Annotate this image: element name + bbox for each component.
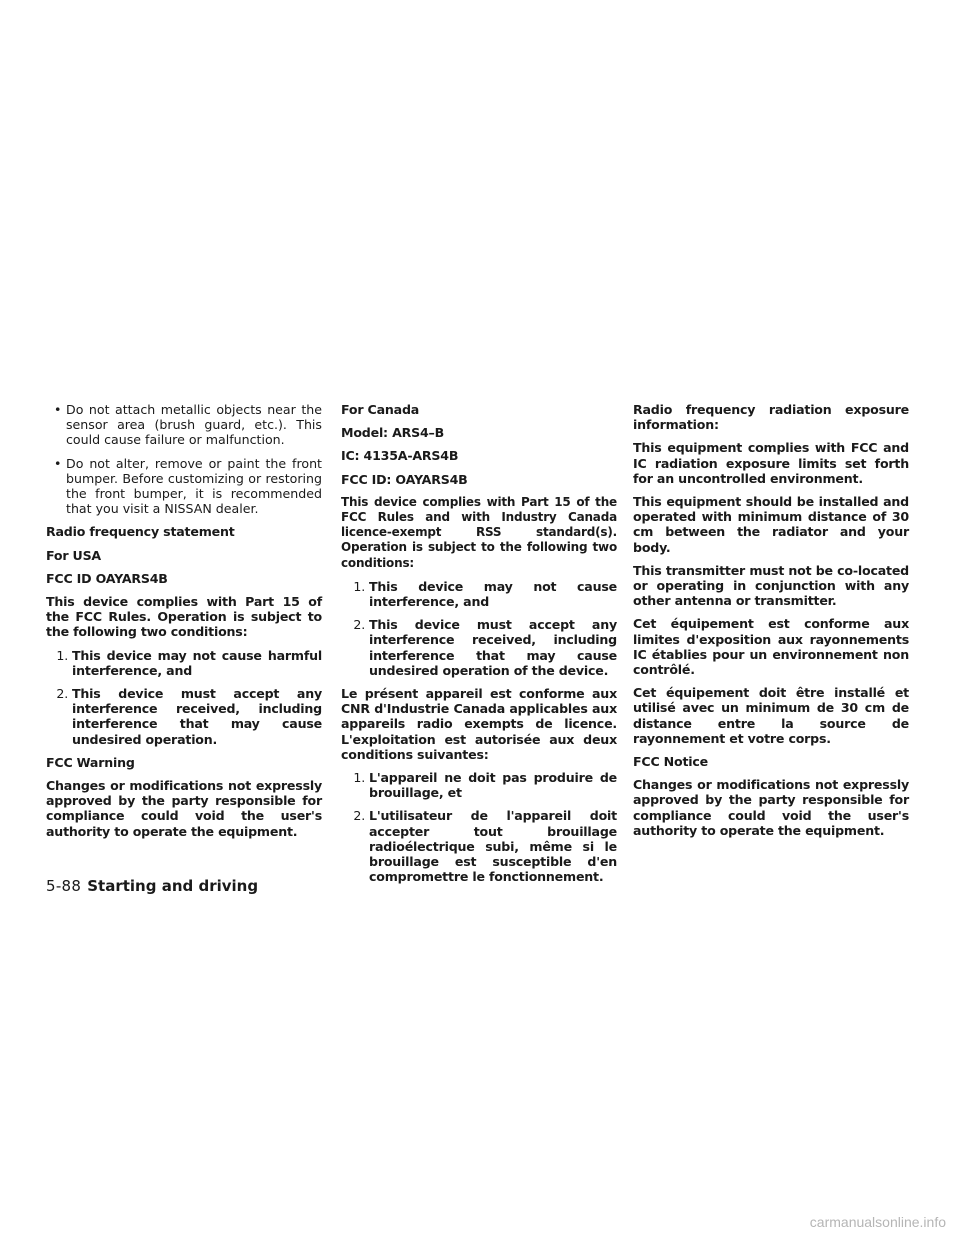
heading-for-canada: For Canada	[341, 402, 420, 417]
column-left	[46, 402, 322, 847]
column-middle	[341, 402, 617, 892]
canada-condition-2: 2. This device must accept any interference received, including interference that may cause undesired operation of the device.	[353, 617, 617, 678]
usa-condition-2: 2. This device must accept any interference received, including interference that may cause undesired operation.	[56, 686, 322, 747]
french-condition-2: 2. L'utilisateur de l'appareil doit accepter tout brouillage radioélectrique subi, même si le brouillage est susceptible d'en compromettre le fonctionnement.	[353, 808, 617, 885]
usa-condition-1: 1. This device may not cause harmful interference, and	[56, 647, 322, 678]
heading-fcc-notice: FCC Notice	[633, 754, 709, 770]
fcc-id-canada: FCC ID: OAYARS4B	[341, 471, 468, 487]
page-footer	[46, 877, 258, 895]
fcc-notice-text: Changes or modifications not expressly approved by the party responsible for compliance could void the user's authority to operate the equipment.	[633, 777, 909, 838]
page-number: 5-88	[46, 877, 82, 895]
fcc-warning-text: Changes or modifications not expressly approved by the party responsible for compliance could void the user's authority to operate the equipment.	[46, 778, 322, 839]
bullet-metallic-objects: • Do not attach metallic objects near the sensor area (brush guard, etc.). This could cause failure or malfunction.	[54, 402, 322, 448]
bullet-front-bumper: • Do not alter, remove or paint the front bumper. Before customizing or restoring the front bumper, it is recommended that you visit a NISSAN dealer.	[54, 455, 322, 517]
canada-compliance-statement: This device complies with Part 15 of the FCC Rules and with Industry Canada licence-exempt RSS standard(s). Operation is subject to the following two conditions:	[341, 494, 617, 570]
watermark: carmanualsonline.info	[809, 1214, 946, 1230]
french-minimum-distance-text: Cet équipement doit être installé et utilisé avec un minimum de 30 cm de distance entre la source de rayonnement et votre corps.	[633, 685, 909, 746]
bullet-icon: •	[54, 455, 62, 471]
bullet-icon: •	[54, 402, 62, 417]
part15-statement: This device complies with Part 15 of the FCC Rules. Operation is subject to the following two conditions:	[46, 594, 322, 640]
canada-condition-1: 1. This device may not cause interference, and	[353, 578, 617, 610]
heading-radio-frequency: Radio frequency statement	[46, 524, 235, 540]
ic-number: IC: 4135A-ARS4B	[341, 448, 459, 464]
french-compliance-statement: Le présent appareil est conforme aux CNR d'Industrie Canada applicables aux appareils radio exempts de licence. L'exploitation est autorisée aux deux conditions suivantes:	[341, 686, 617, 762]
column-right	[633, 402, 909, 846]
french-condition-1: 1. L'appareil ne doit pas produire de brouillage, et	[353, 770, 617, 801]
heading-fcc-warning: FCC Warning	[46, 754, 135, 770]
exposure-limits-text: This equipment complies with FCC and IC radiation exposure limits set forth for an uncontrolled environment.	[633, 440, 909, 486]
model-number: Model: ARS4–B	[341, 425, 445, 441]
fcc-id-usa: FCC ID OAYARS4B	[46, 570, 168, 586]
french-exposure-limits-text: Cet équipement est conforme aux limites d'exposition aux rayonnements IC établies pour un environnement non contrôlé.	[633, 616, 909, 678]
co-location-text: This transmitter must not be co-located or operating in conjunction with any other antenna or transmitter.	[633, 562, 909, 609]
heading-for-usa: For USA	[46, 547, 101, 563]
heading-radiation-exposure: Radio frequency radiation exposure information:	[633, 402, 909, 433]
minimum-distance-text: This equipment should be installed and operated with minimum distance of 30 cm between the radiator and your body.	[633, 494, 909, 555]
section-title: Starting and driving	[87, 877, 259, 895]
